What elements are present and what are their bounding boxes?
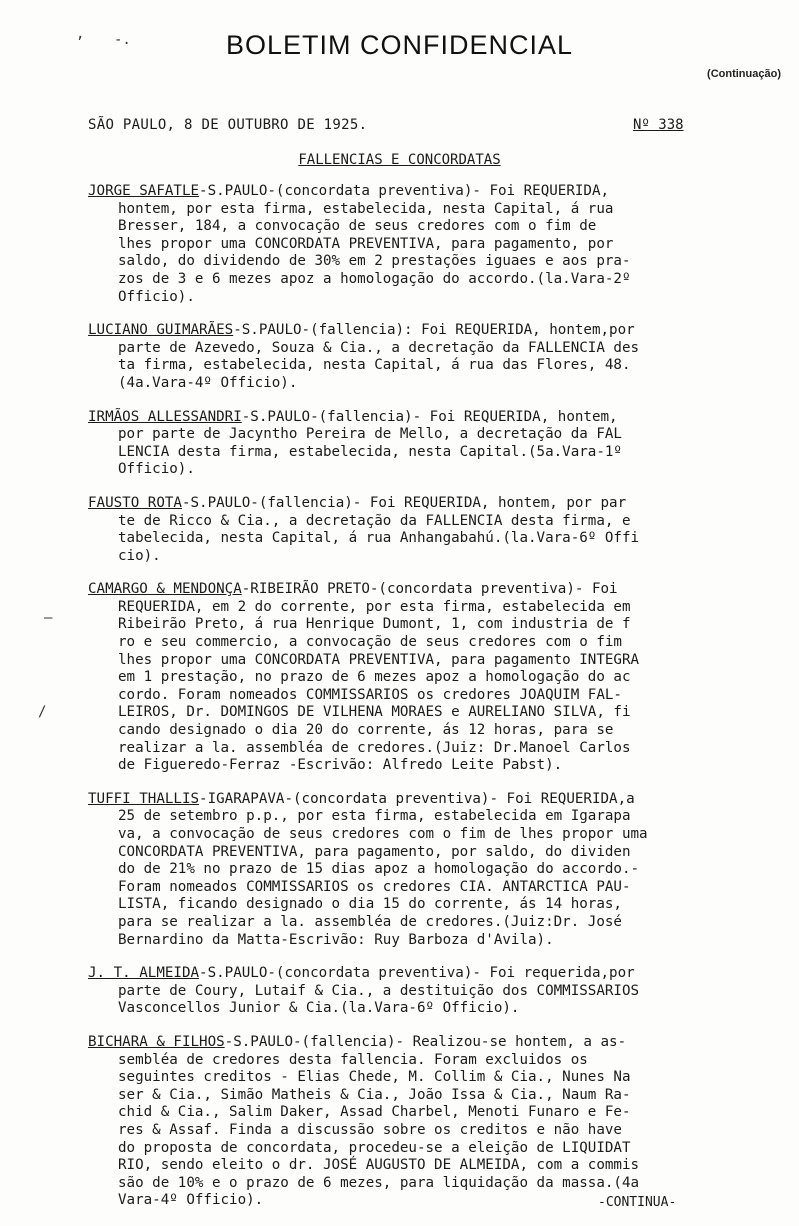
entry-name: BICHARA & FILHOS — [88, 1033, 225, 1050]
list-item — [88, 965, 793, 1018]
entry-line: -S.PAULO-(fallencia): Foi REQUERIDA, hontem,por — [233, 322, 635, 339]
entry-line: res & Assaf. Finda a discussão sobre os creditos e não have — [118, 1121, 622, 1138]
entry-line: cordo. Foram nomeados COMMISSARIOS os credores JOAQUIM FAL- — [118, 686, 622, 703]
entry-line: lhes propor uma CONCORDATA PREVENTIVA, para pagamento INTEGRA — [118, 651, 640, 668]
entry-line: -S.PAULO-(fallencia)- Foi REQUERIDA, hontem, — [241, 408, 618, 425]
entry-line: por parte de Jacyntho Pereira de Mello, a decretação da FAL — [118, 426, 622, 443]
list-item — [88, 183, 793, 306]
entry-line: ro e seu commercio, a convocação de seus credores com o fim — [118, 634, 622, 651]
entry-line: CONCORDATA PREVENTIVA, para pagamento, por saldo, do dividen — [118, 843, 631, 860]
entry-name: LUCIANO GUIMARÃES — [88, 322, 234, 339]
entry-line: -IGARAPAVA-(concordata preventiva)- Foi REQUERIDA,a — [199, 790, 635, 807]
entry-line: Officio). — [118, 288, 195, 305]
continues-label: -CONTINUA- — [598, 1195, 677, 1210]
entry-line: LENCIA desta firma, estabelecida, nesta Capital.(5a.Vara-1º — [118, 443, 622, 460]
entry-name: IRMÃOS ALLESSANDRI — [88, 408, 242, 425]
entry-line: de Figueredo-Ferraz -Escrivão: Alfredo Leite Pabst). — [118, 757, 563, 774]
entry-line: para se realizar a la. assembléa de credores.(Juiz:Dr. José — [118, 913, 622, 930]
stray-mark: -. — [114, 32, 131, 48]
entry-line: Foram nomeados COMMISSARIOS os credores CIA. ANTARCTICA PAU- — [118, 878, 631, 895]
entry-line: hontem, por esta firma, estabelecida, nesta Capital, á rua — [118, 200, 614, 217]
entry-line: lhes propor uma CONCORDATA PREVENTIVA, para pagamento, por — [118, 235, 614, 252]
entry-line: chid & Cia., Salim Daker, Assad Charbel, Menoti Funaro e Fe- — [118, 1104, 631, 1121]
section-title: FALLENCIAS E CONCORDATAS — [298, 152, 501, 168]
entry-line: em 1 prestação, no prazo de 6 mezes apoz a homologação do ac — [118, 669, 631, 686]
entry-line: cando designado o dia 20 do corrente, ás 12 horas, para se — [118, 722, 614, 739]
entry-line: cio). — [118, 547, 161, 564]
list-item — [88, 322, 793, 392]
entry-line: Officio). — [118, 461, 195, 478]
entry-line: -S.PAULO-(fallencia)- Realizou-se hontem, a as- — [224, 1033, 627, 1050]
entry-line: te de Ricco & Cia., a decretação da FALLENCIA desta firma, e — [118, 512, 631, 529]
list-item — [88, 495, 793, 565]
entry-line: LISTA, ficando designado o dia 15 do corrente, ás 14 horas, — [118, 896, 622, 913]
bulletin-number: Nº 338 — [633, 117, 684, 133]
entries-list — [88, 183, 793, 1226]
entry-line: sembléa de credores desta fallencia. Foram excluidos os — [118, 1051, 588, 1068]
entry-line: realizar a la. assembléa de credores.(Juiz: Dr.Manoel Carlos — [118, 739, 631, 756]
entry-line: -RIBEIRÃO PRETO-(concordata preventiva)- Foi — [241, 581, 618, 598]
entry-line: LEIROS, Dr. DOMINGOS DE VILHENA MORAES e AURELIANO SILVA, fi — [118, 704, 631, 721]
entry-line: do de 21% no prazo de 15 dias apoz a homologação do accordo.- — [118, 861, 640, 878]
entry-line: ser & Cia., Simão Matheis & Cia., João Issa & Cia., Naum Ra- — [118, 1086, 631, 1103]
entry-line: -S.PAULO-(concordata preventiva)- Foi REQUERIDA, — [199, 183, 610, 199]
entry-line: (4a.Vara-4º Officio). — [118, 374, 298, 391]
entry-line: -S.PAULO-(concordata preventiva)- Foi requerida,por — [199, 965, 635, 982]
entry-line: va, a convocação de seus credores com o fim de lhes propor uma — [118, 826, 648, 842]
entry-line: do proposta de concordata, procedeu-se a eleição de LIQUIDAT — [118, 1139, 631, 1156]
list-item — [88, 791, 793, 949]
entry-line: saldo, do dividendo de 30% em 2 prestações iguaes e aos pra- — [118, 253, 631, 270]
stray-mark: , — [76, 26, 85, 42]
entry-name: JORGE SAFATLE — [88, 183, 200, 199]
entry-name: FAUSTO ROTA — [88, 494, 182, 511]
entry-name: CAMARGO & MENDONÇA — [88, 581, 242, 598]
entry-line: tabelecida, nesta Capital, á rua Anhangabahú.(la.Vara-6º Offi — [118, 530, 640, 547]
entry-line: zos de 3 e 6 mezes apoz a homologação do accordo.(la.Vara-2º — [118, 270, 631, 287]
list-item — [88, 1034, 793, 1210]
entry-line: Bernardino da Matta-Escrivão: Ruy Barboza d'Avila). — [118, 931, 554, 948]
entry-line: Vasconcellos Junior & Cia.(la.Vara-6º Officio). — [118, 1000, 520, 1017]
entry-line: seguintes creditos - Elias Chede, M. Collim & Cia., Nunes Na — [118, 1069, 631, 1086]
entry-line: REQUERIDA, em 2 do corrente, por esta firma, estabelecida em — [118, 598, 631, 615]
entry-line: Ribeirão Preto, á rua Henrique Dumont, 1, com industria de f — [118, 616, 631, 633]
entry-line: são de 10% e o prazo de 6 mezes, para liquidação da massa.(4a — [118, 1174, 640, 1191]
entry-line: -S.PAULO-(fallencia)- Foi REQUERIDA, hontem, por par — [181, 494, 627, 511]
dateline: SÃO PAULO, 8 DE OUTUBRO DE 1925. — [88, 117, 368, 133]
document-title: BOLETIM CONFIDENCIAL — [225, 30, 574, 60]
entry-line: Bresser, 184, a convocação de seus credores com o fim de — [118, 218, 597, 235]
entry-line: Vara-4º Officio). — [118, 1192, 264, 1209]
entry-name: TUFFI THALLIS — [88, 790, 200, 807]
entry-line: parte de Coury, Lutaif & Cia., a destituição dos COMMISSARIOS — [118, 982, 640, 999]
entry-line: RIO, sendo eleito o dr. JOSÉ AUGUSTO DE ALMEIDA, com a commis — [118, 1157, 640, 1174]
stray-mark: — — [44, 610, 53, 626]
list-item — [88, 409, 793, 479]
entry-line: parte de Azevedo, Souza & Cia., a decretação da FALLENCIA des — [118, 339, 640, 356]
list-item — [88, 581, 793, 775]
continuation-label: (Continuação) — [707, 68, 781, 80]
stray-mark: / — [38, 704, 47, 720]
entry-name: J. T. ALMEIDA — [88, 965, 200, 982]
entry-line: ta firma, estabelecida, nesta Capital, á rua das Flores, 48. — [118, 357, 631, 374]
entry-line: 25 de setembro p.p., por esta firma, estabelecida em Igarapa — [118, 808, 631, 825]
